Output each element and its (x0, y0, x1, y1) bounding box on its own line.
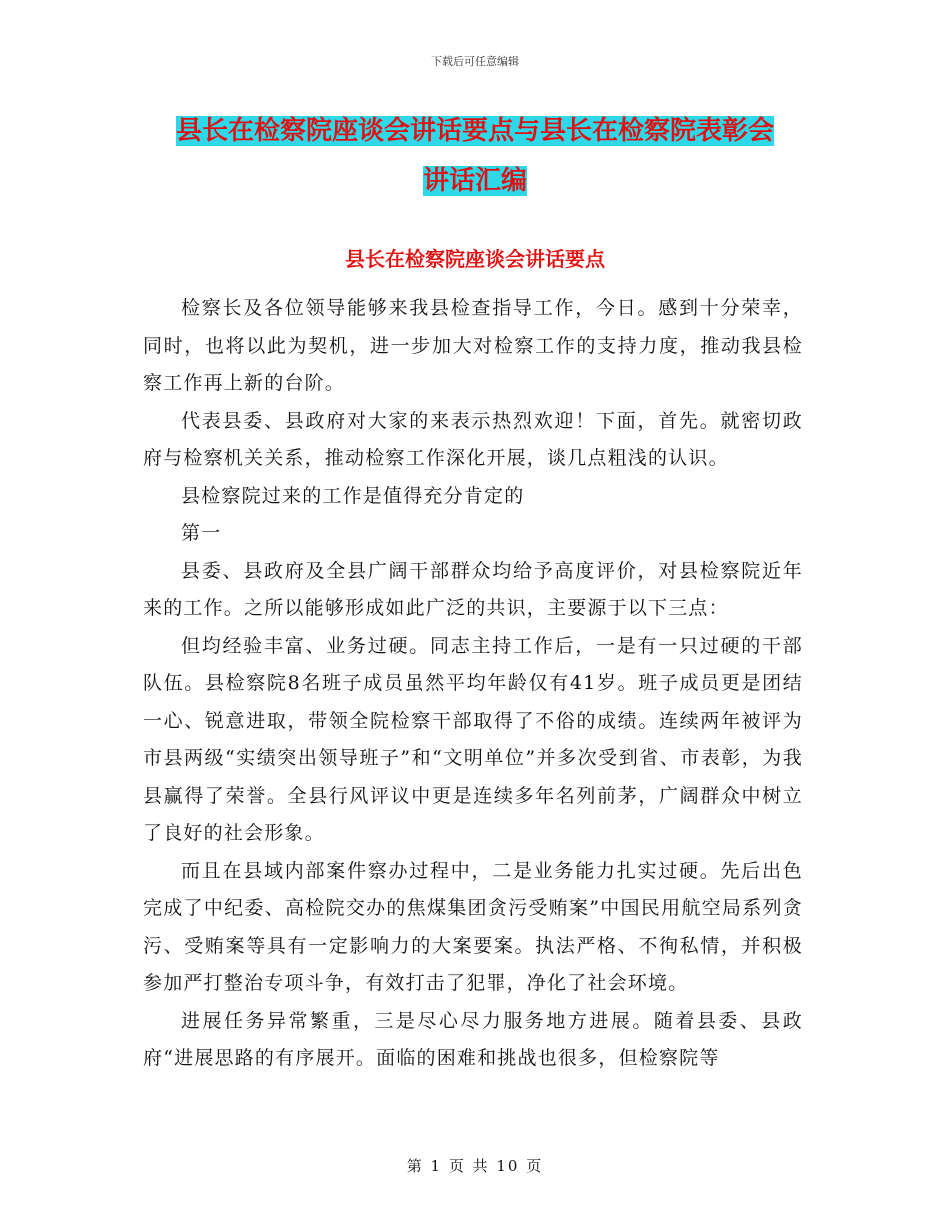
page-footer: 第 1 页 共 10 页 (406, 1157, 544, 1175)
paragraph: 代表县委、县政府对大家的来表示热烈欢迎！下面，首先。就密切政府与检察机关关系，推动检察工作深化开展，谈几点粗浅的认识。 (143, 409, 803, 469)
paragraph: 第一 (181, 522, 222, 544)
paragraph: 县检察院过来的工作是值得充分肯定的 (181, 484, 525, 507)
section-title: 县长在检察院座谈会讲话要点 (345, 247, 605, 271)
paragraph: 但均经验丰富、业务过硬。同志主持工作后，一是有一只过硬的干部队伍。县检察院8名班子成员虽然平均年龄仅有41岁。班子成员更是团结一心、锐意进取，带领全院检察干部取得了不俗的成绩。连续两年被评为市县两级“实绩突出领导班子”和“文明单位”并多次受到省、市表彰，为我县赢得了荣誉。全县行风评议中更是连续多年名列前茅，广阔群众中树立了良好的社会形象。 (143, 634, 803, 844)
header-note: 下载后可任意编辑 (431, 55, 519, 68)
paragraph: 进展任务异常繁重，三是尽心尽力服务地方进展。随着县委、县政府“进展思路的有序展开。面临的困难和挑战也很多，但检察院等 (143, 1009, 803, 1069)
main-title-line-2: 讲话汇编 (422, 166, 527, 196)
paragraph: 检察长及各位领导能够来我县检查指导工作，今日。感到十分荣幸，同时，也将以此为契机，进一步加大对检察工作的支持力度，推动我县检察工作再上新的台阶。 (143, 297, 803, 394)
document-body (143, 290, 803, 1078)
paragraph: 县委、县政府及全县广阔干部群众均给予高度评价，对县检察院近年来的工作。之所以能够形成如此广泛的共识，主要源于以下三点： (143, 559, 803, 619)
paragraph: 而且在县域内部案件察办过程中，二是业务能力扎实过硬。先后出色完成了中纪委、高检院交办的焦煤集团贪污受贿案”中国民用航空局系列贪污、受贿案等具有一定影响力的大案要案。执法严格、不徇私情，并积极参加严打整治专项斗争，有效打击了犯罪，净化了社会环境。 (143, 859, 803, 994)
main-title-line-1: 县长在检察院座谈会讲话要点与县长在检察院表彰会 (175, 116, 774, 146)
main-title (140, 106, 810, 206)
